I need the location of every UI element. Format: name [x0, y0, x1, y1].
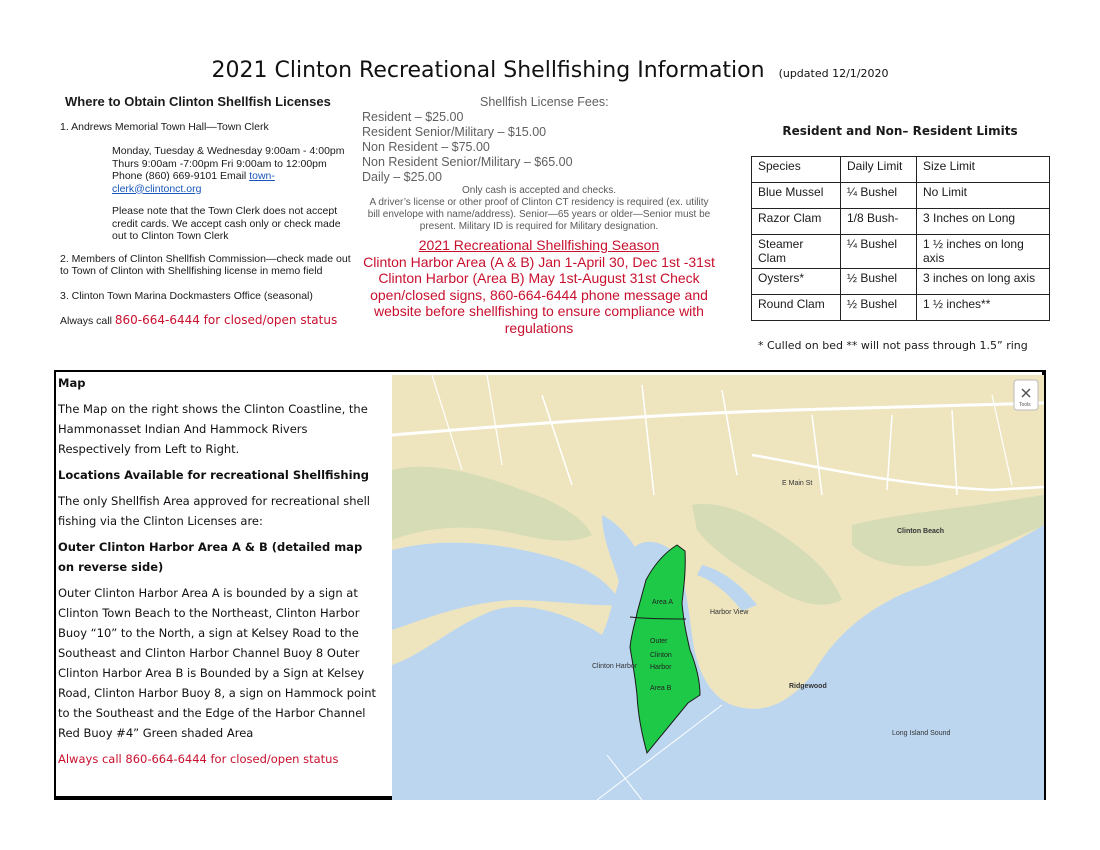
cash-note: Only cash is accepted and checks.	[462, 185, 616, 196]
place-label: Clinton Beach	[897, 528, 945, 535]
limits-table	[751, 156, 1050, 321]
town-clerk-hours	[112, 145, 356, 195]
title-text: 2021 Clinton Recreational Shellfishing Information	[211, 58, 765, 83]
cell-size-limit: 3 Inches on Long	[917, 209, 1050, 235]
town-clerk-payment-note: Please note that the Town Clerk does not accept credit cards. We accept cash only or check made out to Clinton Town Clerk	[112, 205, 341, 242]
tools-label: Tools	[1019, 402, 1031, 408]
table-row	[752, 269, 1050, 295]
license-location-1: 1. Andrews Memorial Town Hall—Town Clerk	[60, 120, 269, 133]
map-tools-button[interactable]	[1014, 380, 1038, 410]
fee-item: Non Resident Senior/Military – $65.00	[362, 155, 573, 169]
residency-note: A driver’s license or other proof of Clinton CT residency is required (ex. utility bill envelope with name/address). Senior—65 years or older—Senior must be present. Military ID is required for Military designation.	[367, 197, 711, 232]
place-label: E Main St	[782, 480, 813, 487]
cell-daily-limit: ½ Bushel	[841, 269, 917, 295]
outer-label-2: Clinton	[650, 652, 672, 659]
limits-footnote: * Culled on bed ** will not pass through 1.5” ring	[758, 339, 1028, 352]
col-header-daily-limit: Daily Limit	[841, 157, 917, 183]
map-description	[58, 373, 380, 775]
cell-size-limit: No Limit	[917, 183, 1050, 209]
season-title: 2021 Recreational Shellfishing Season	[418, 237, 660, 253]
cell-size-limit: 1 ½ inches**	[917, 295, 1050, 321]
cell-size-limit: 1 ½ inches on long axis	[917, 235, 1050, 269]
place-label: Long Island Sound	[892, 730, 951, 737]
fee-item: Non Resident – $75.00	[362, 140, 490, 154]
outer-label-3: Harbor	[650, 664, 672, 671]
table-row	[752, 295, 1050, 321]
cell-daily-limit: 1/8 Bush-	[841, 209, 917, 235]
outer-harbor-text: Outer Clinton Harbor Area A is bounded by a sign at Clinton Town Beach to the Northeast, Clinton Harbor Buoy “10” to the North, a sign at Kelsey Road to the Southeast and Clinton Harbor Channel Buoy 8 Outer Clinton Harbor Area B is Bounded by a Sign at Kelsey Road, Clinton Harbor Buoy 8, a sign on Hammock point to the Southeast and the Edge of the Harbor Channel Red Buoy #4” Green shaded Area	[58, 586, 377, 740]
town-clerk-email-link[interactable]: town-clerk@clintonct.org	[112, 170, 275, 195]
season-section	[362, 237, 716, 336]
licenses-heading: Where to Obtain Clinton Shellfish Licenses	[65, 94, 331, 109]
locations-heading: Locations Available for recreational Shellfishing	[58, 468, 369, 482]
col-header-species: Species	[752, 157, 841, 183]
page-title	[0, 58, 1100, 83]
table-row	[752, 209, 1050, 235]
town-clerk-hours-text: Monday, Tuesday & Wednesday 9:00am - 4:00pm Thurs 9:00am -7:00pm Fri 9:00am to 12:00pm Phone (860) 669-9101 Email	[112, 145, 345, 182]
fee-item: Resident – $25.00	[362, 110, 464, 124]
cell-species: Razor Clam	[752, 209, 841, 235]
place-label: Ridgewood	[789, 683, 827, 690]
table-header-row	[752, 157, 1050, 183]
map-intro: The Map on the right shows the Clinton Coastline, the Hammonasset Indian And Hammock Rivers Respectively from Left to Right.	[58, 402, 368, 456]
area-b-label: Area B	[650, 685, 672, 692]
license-location-3: 3. Clinton Town Marina Dockmasters Office (seasonal)	[60, 289, 313, 302]
area-a-label: Area A	[652, 599, 674, 606]
place-label: Harbor View	[710, 609, 749, 616]
always-call-phone: 860-664-6444 for closed/open status	[114, 313, 338, 327]
cell-daily-limit: ¼ Bushel	[841, 183, 917, 209]
fee-item: Resident Senior/Military – $15.00	[362, 125, 547, 139]
table-row	[752, 235, 1050, 269]
place-label: Clinton Harbor	[592, 663, 638, 670]
cell-species: Steamer Clam	[752, 235, 841, 269]
map-heading: Map	[58, 376, 86, 390]
col-header-size-limit: Size Limit	[917, 157, 1050, 183]
license-location-2: 2. Members of Clinton Shellfish Commission—check made out to Town of Clinton with Shellfishing license in memo field	[60, 252, 351, 277]
cell-species: Oysters*	[752, 269, 841, 295]
season-body: Clinton Harbor Area (A & B) Jan 1-April 30, Dec 1st -31st Clinton Harbor (Area B) May 1st-August 31st Check open/closed signs, 860-664-6444 phone message and website before shellfishing to ensure compliance with regulations	[363, 253, 715, 336]
limits-title: Resident and Non– Resident Limits	[782, 124, 1018, 138]
always-call-map: Always call 860-664-6444 for closed/open status	[58, 752, 339, 766]
outer-harbor-heading: Outer Clinton Harbor Area A & B (detailed map on reverse side)	[58, 540, 363, 574]
licenses-section	[60, 96, 356, 328]
fees-title: Shellfish License Fees:	[480, 95, 609, 109]
updated-date: (updated 12/1/2020	[778, 67, 889, 80]
cell-size-limit: 3 inches on long axis	[917, 269, 1050, 295]
locations-text: The only Shellfish Area approved for recreational shell fishing via the Clinton Licenses are:	[58, 494, 370, 528]
table-row	[752, 183, 1050, 209]
outer-label-1: Outer	[650, 638, 668, 645]
cell-species: Blue Mussel	[752, 183, 841, 209]
cell-daily-limit: ½ Bushel	[841, 295, 917, 321]
cell-species: Round Clam	[752, 295, 841, 321]
fee-item: Daily – $25.00	[362, 170, 442, 184]
always-call-prefix: Always call	[60, 315, 112, 327]
always-call-line	[60, 314, 356, 328]
fees-section	[362, 95, 716, 336]
cell-daily-limit: ¼ Bushel	[841, 235, 917, 269]
harbor-map	[392, 375, 1044, 800]
